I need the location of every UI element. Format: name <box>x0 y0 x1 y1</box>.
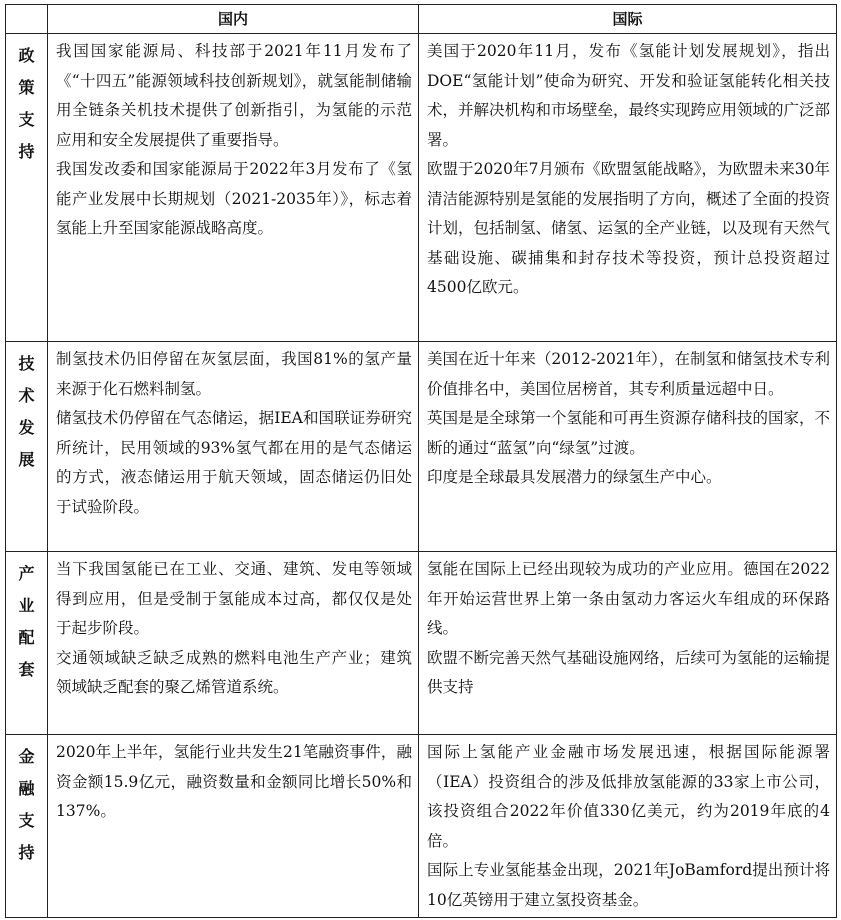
paragraph: 美国在近十年来（2012-2021年），在制氢和储氢技术专利价值排名中，美国位居榜首，其专利质量远超中日。 <box>427 350 830 398</box>
category-label <box>6 34 48 342</box>
comparison-table <box>5 4 837 918</box>
paragraph: 欧盟于2020年7月颁布《欧盟氢能战略》，为欧盟未来30年清洁能源特别是氢能的发展指明了方向，概述了全面的投资计划，包括制氢、储氢、运氢的全产业链，以及现有天然气基础设施、碳捕集和封存技术等投资，预计总投资超过4500亿欧元。 <box>427 160 831 296</box>
row-financial-support <box>6 735 837 918</box>
category-char: 术 <box>18 386 35 405</box>
category-char: 配 <box>18 628 35 647</box>
paragraph: 2020年上半年，氢能行业共发生21笔融资事件，融资金额15.9亿元，融资数量和金额同比增长50%和137%。 <box>56 743 412 820</box>
paragraph: 英国是是全球第一个氢能和可再生资源存储科技的国家，不断的通过“蓝氢”向“绿氢”过渡。 <box>427 409 831 457</box>
domestic-cell <box>48 735 419 918</box>
header-row <box>6 5 837 34</box>
header-corner <box>6 5 48 34</box>
paragraph: 当下我国氢能已在工业、交通、建筑、发电等领域得到应用，但是受制于氢能成本过高，都仅仅是处于起步阶段。 <box>56 560 412 637</box>
category-label <box>6 735 48 918</box>
category-char: 持 <box>18 142 35 161</box>
category-char: 展 <box>18 450 35 469</box>
category-char: 产 <box>18 564 35 583</box>
paragraph: 美国于2020年11月，发布《氢能计划发展规划》，指出DOE“氢能计划”使命为研究、开发和验证氢能转化相关技术，并解决机构和市场壁垒，最终实现跨应用领域的广泛部署。 <box>427 42 831 149</box>
category-char: 套 <box>18 660 35 679</box>
category-char: 业 <box>18 596 35 615</box>
paragraph: 欧盟不断完善天然气基础设施网络，后续可为氢能的运输提供支持 <box>427 648 831 696</box>
paragraph: 印度是全球最具发展潜力的绿氢生产中心。 <box>427 468 722 486</box>
category-char: 金 <box>18 747 35 766</box>
paragraph: 制氢技术仍旧停留在灰氢层面，我国81%的氢产量来源于化石燃料制氢。 <box>56 350 412 398</box>
category-char: 持 <box>18 843 35 862</box>
category-char: 支 <box>18 811 35 830</box>
paragraph: 国际上专业氢能基金出现，2021年JoBamford提出预计将10亿英镑用于建立氢投资基金。 <box>427 861 830 909</box>
domestic-cell <box>48 34 419 342</box>
header-international: 国际 <box>419 5 837 34</box>
category-char: 政 <box>18 46 35 65</box>
category-label <box>6 552 48 735</box>
international-cell <box>419 552 837 735</box>
paragraph: 交通领域缺乏缺乏成熟的燃料电池生产产业；建筑领域缺乏配套的聚乙烯管道系统。 <box>56 648 412 696</box>
header-domestic: 国内 <box>48 5 419 34</box>
international-cell <box>419 34 837 342</box>
international-cell <box>419 735 837 918</box>
category-char: 策 <box>18 78 35 97</box>
paragraph: 氢能在国际上已经出现较为成功的产业应用。德国在2022年开始运营世界上第一条由氢动力客运火车组成的环保路线。 <box>427 560 830 637</box>
domestic-cell <box>48 552 419 735</box>
paragraph: 储氢技术仍停留在气态储运，据IEA和国联证券研究所统计，民用领域的93%氢气都在用的是气态储运的方式，液态储运用于航天领域，固态储运仍旧处于试验阶段。 <box>56 409 412 516</box>
international-cell <box>419 342 837 552</box>
category-char: 发 <box>18 418 35 437</box>
category-label <box>6 342 48 552</box>
row-industry-support <box>6 552 837 735</box>
category-char: 融 <box>18 779 35 798</box>
paragraph: 我国国家能源局、科技部于2021年11月发布了《“十四五”能源领域科技创新规划》，就氢能制储输用全链条关机技术提供了创新指引，为氢能的示范应用和安全发展提供了重要指导。 <box>56 42 412 149</box>
domestic-cell <box>48 342 419 552</box>
row-policy-support <box>6 34 837 342</box>
paragraph: 我国发改委和国家能源局于2022年3月发布了《氢能产业发展中长期规划（2021-2035年）》，标志着氢能上升至国家能源战略高度。 <box>56 160 412 237</box>
row-tech-development <box>6 342 837 552</box>
category-char: 技 <box>18 354 35 373</box>
category-char: 支 <box>18 110 35 129</box>
paragraph: 国际上氢能产业金融市场发展迅速，根据国际能源署（IEA）投资组合的涉及低排放氢能源的33家上市公司，该投资组合2022年价值330亿美元，约为2019年底的4倍。 <box>427 743 830 850</box>
